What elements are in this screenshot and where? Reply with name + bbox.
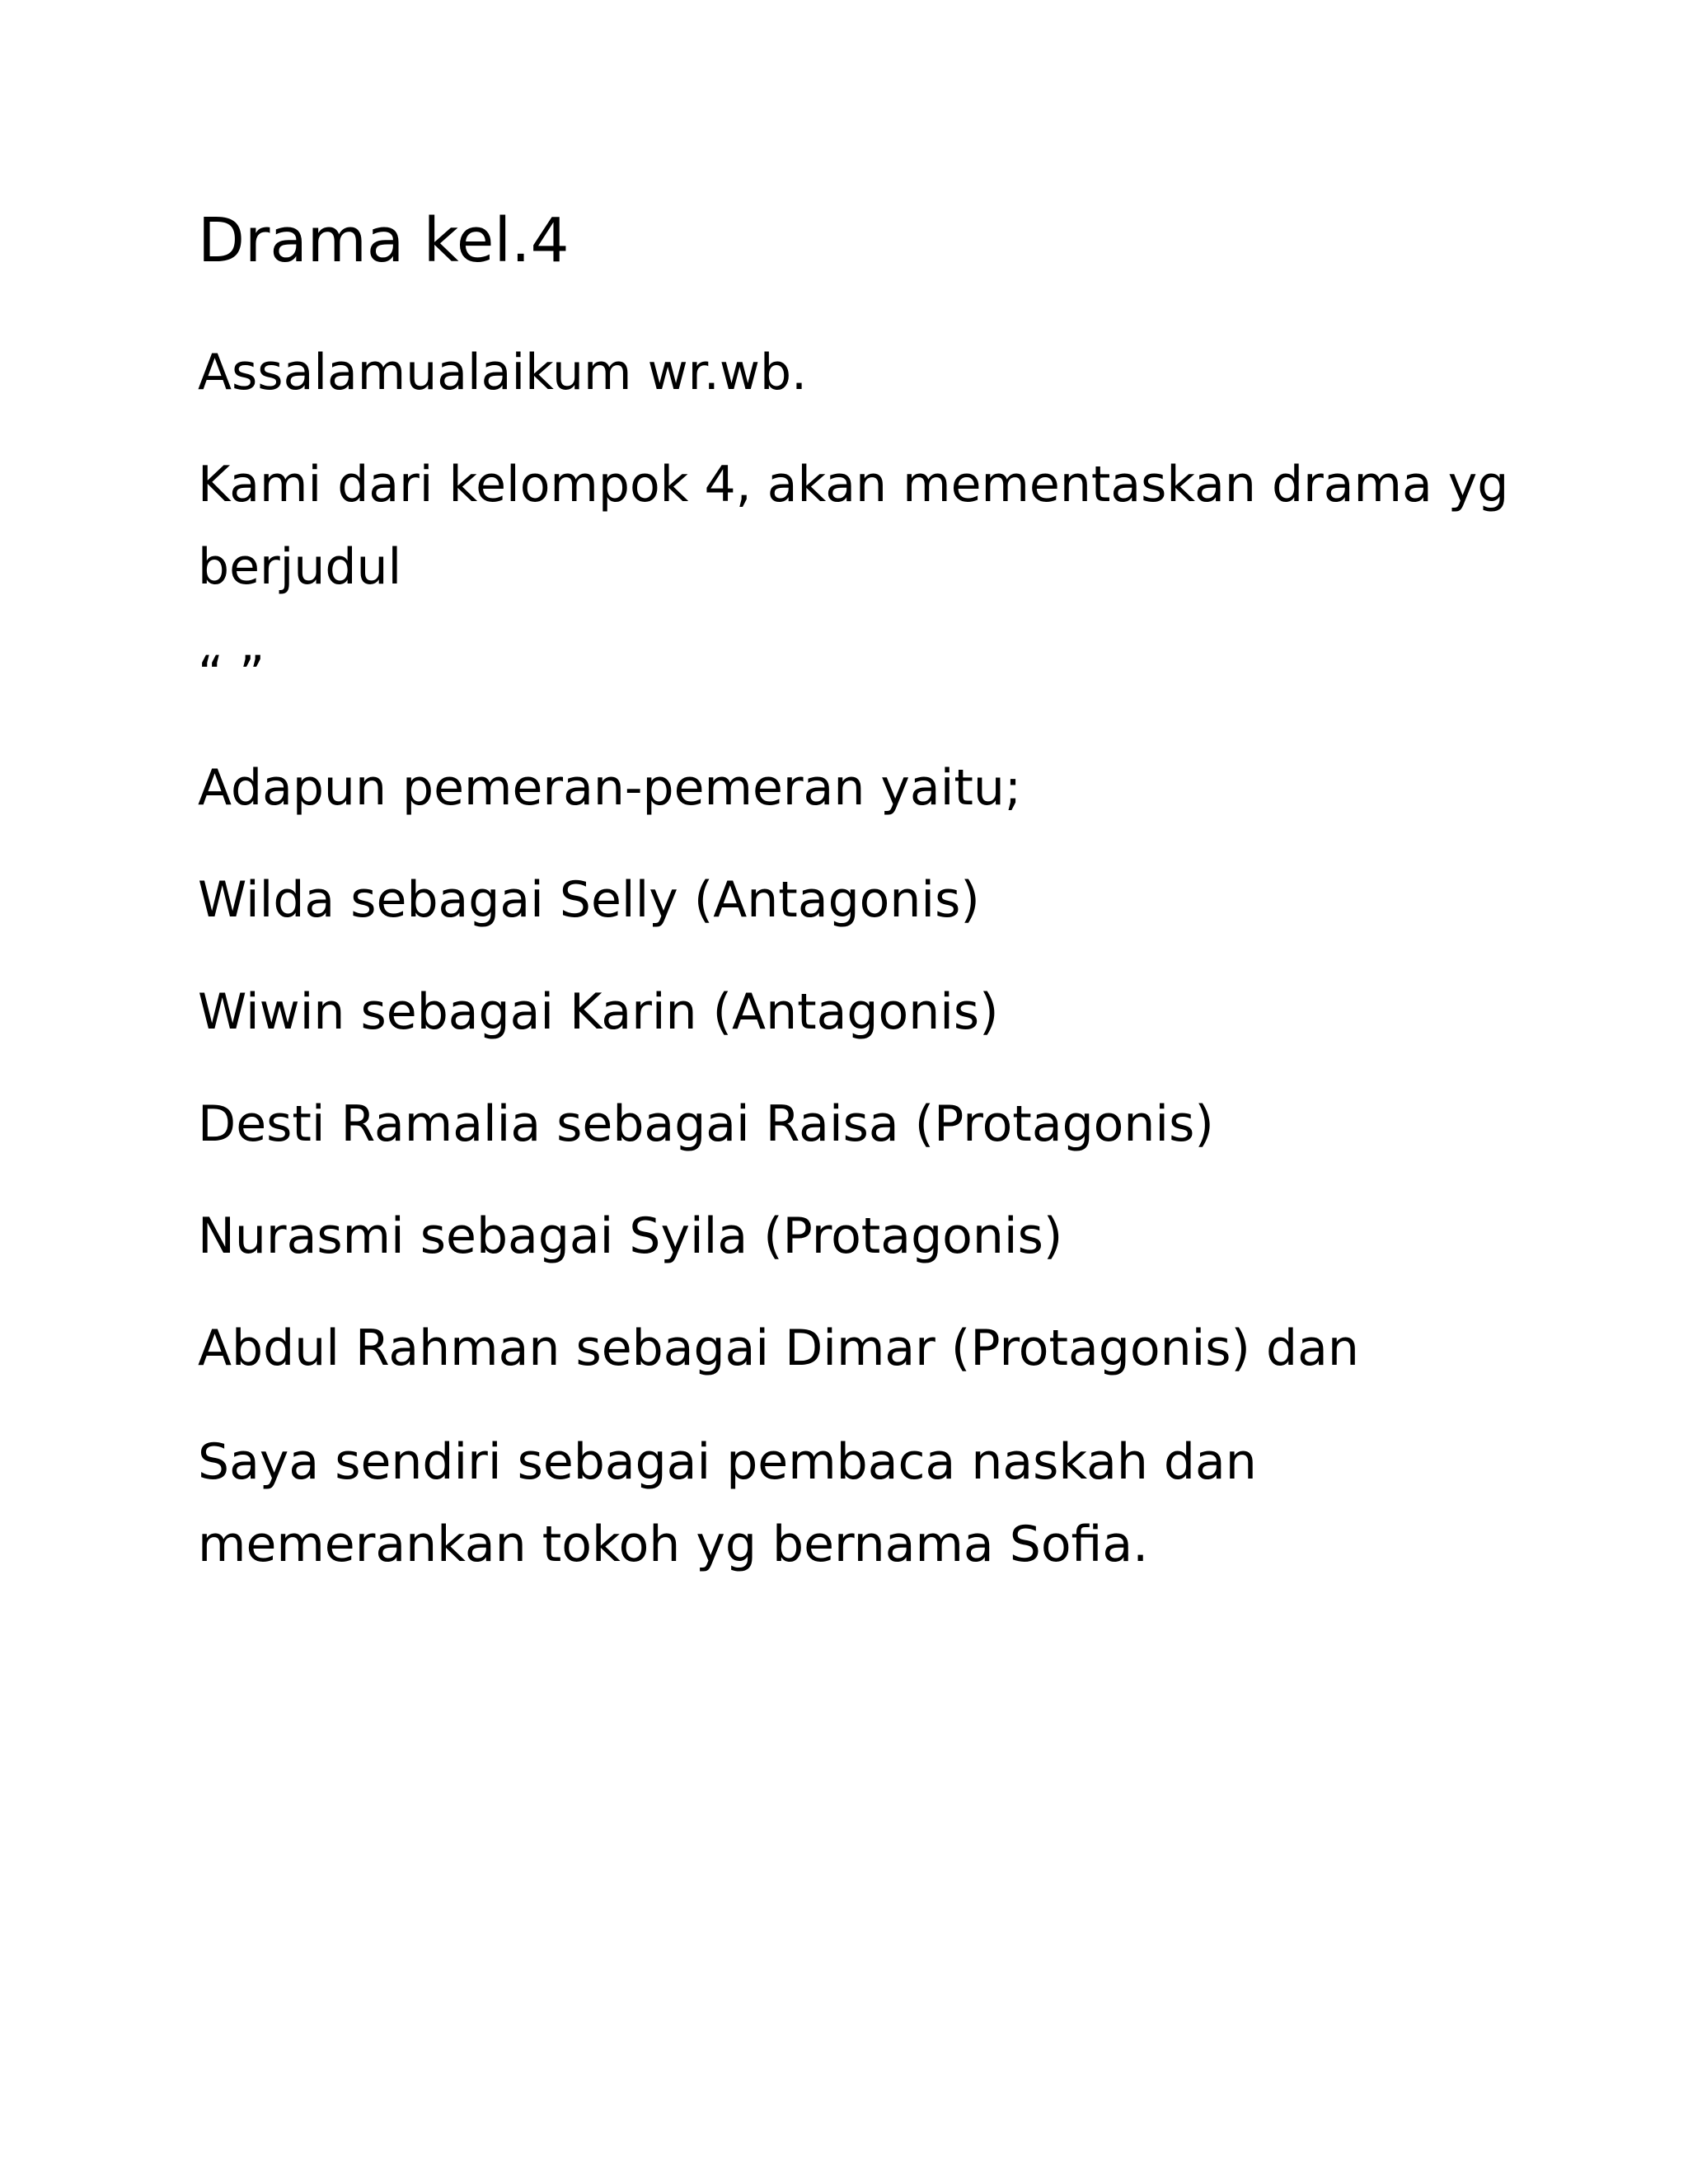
cast-member-line: Nurasmi sebagai Syila (Protagonis) (198, 1207, 1063, 1265)
closing-line-2: memerankan tokoh yg bernama Sofia. (198, 1516, 1149, 1573)
title-quote-marks: “ ” (198, 645, 265, 703)
intro-line-2: berjudul (198, 538, 402, 596)
cast-member-line: Desti Ramalia sebagai Raisa (Protagonis) (198, 1095, 1214, 1153)
cast-intro-line: Adapun pemeran-pemeran yaitu; (198, 759, 1022, 817)
document-title: Drama kel.4 (198, 205, 570, 276)
cast-member-line: Wiwin sebagai Karin (Antagonis) (198, 983, 999, 1041)
cast-member-line: Abdul Rahman sebagai Dimar (Protagonis) dan (198, 1319, 1359, 1377)
closing-line-1: Saya sendiri sebagai pembaca naskah dan (198, 1433, 1257, 1491)
intro-line-1: Kami dari kelompok 4, akan mementaskan drama yg (198, 456, 1509, 513)
greeting-line: Assalamualaikum wr.wb. (198, 344, 808, 401)
cast-member-line: Wilda sebagai Selly (Antagonis) (198, 871, 980, 929)
